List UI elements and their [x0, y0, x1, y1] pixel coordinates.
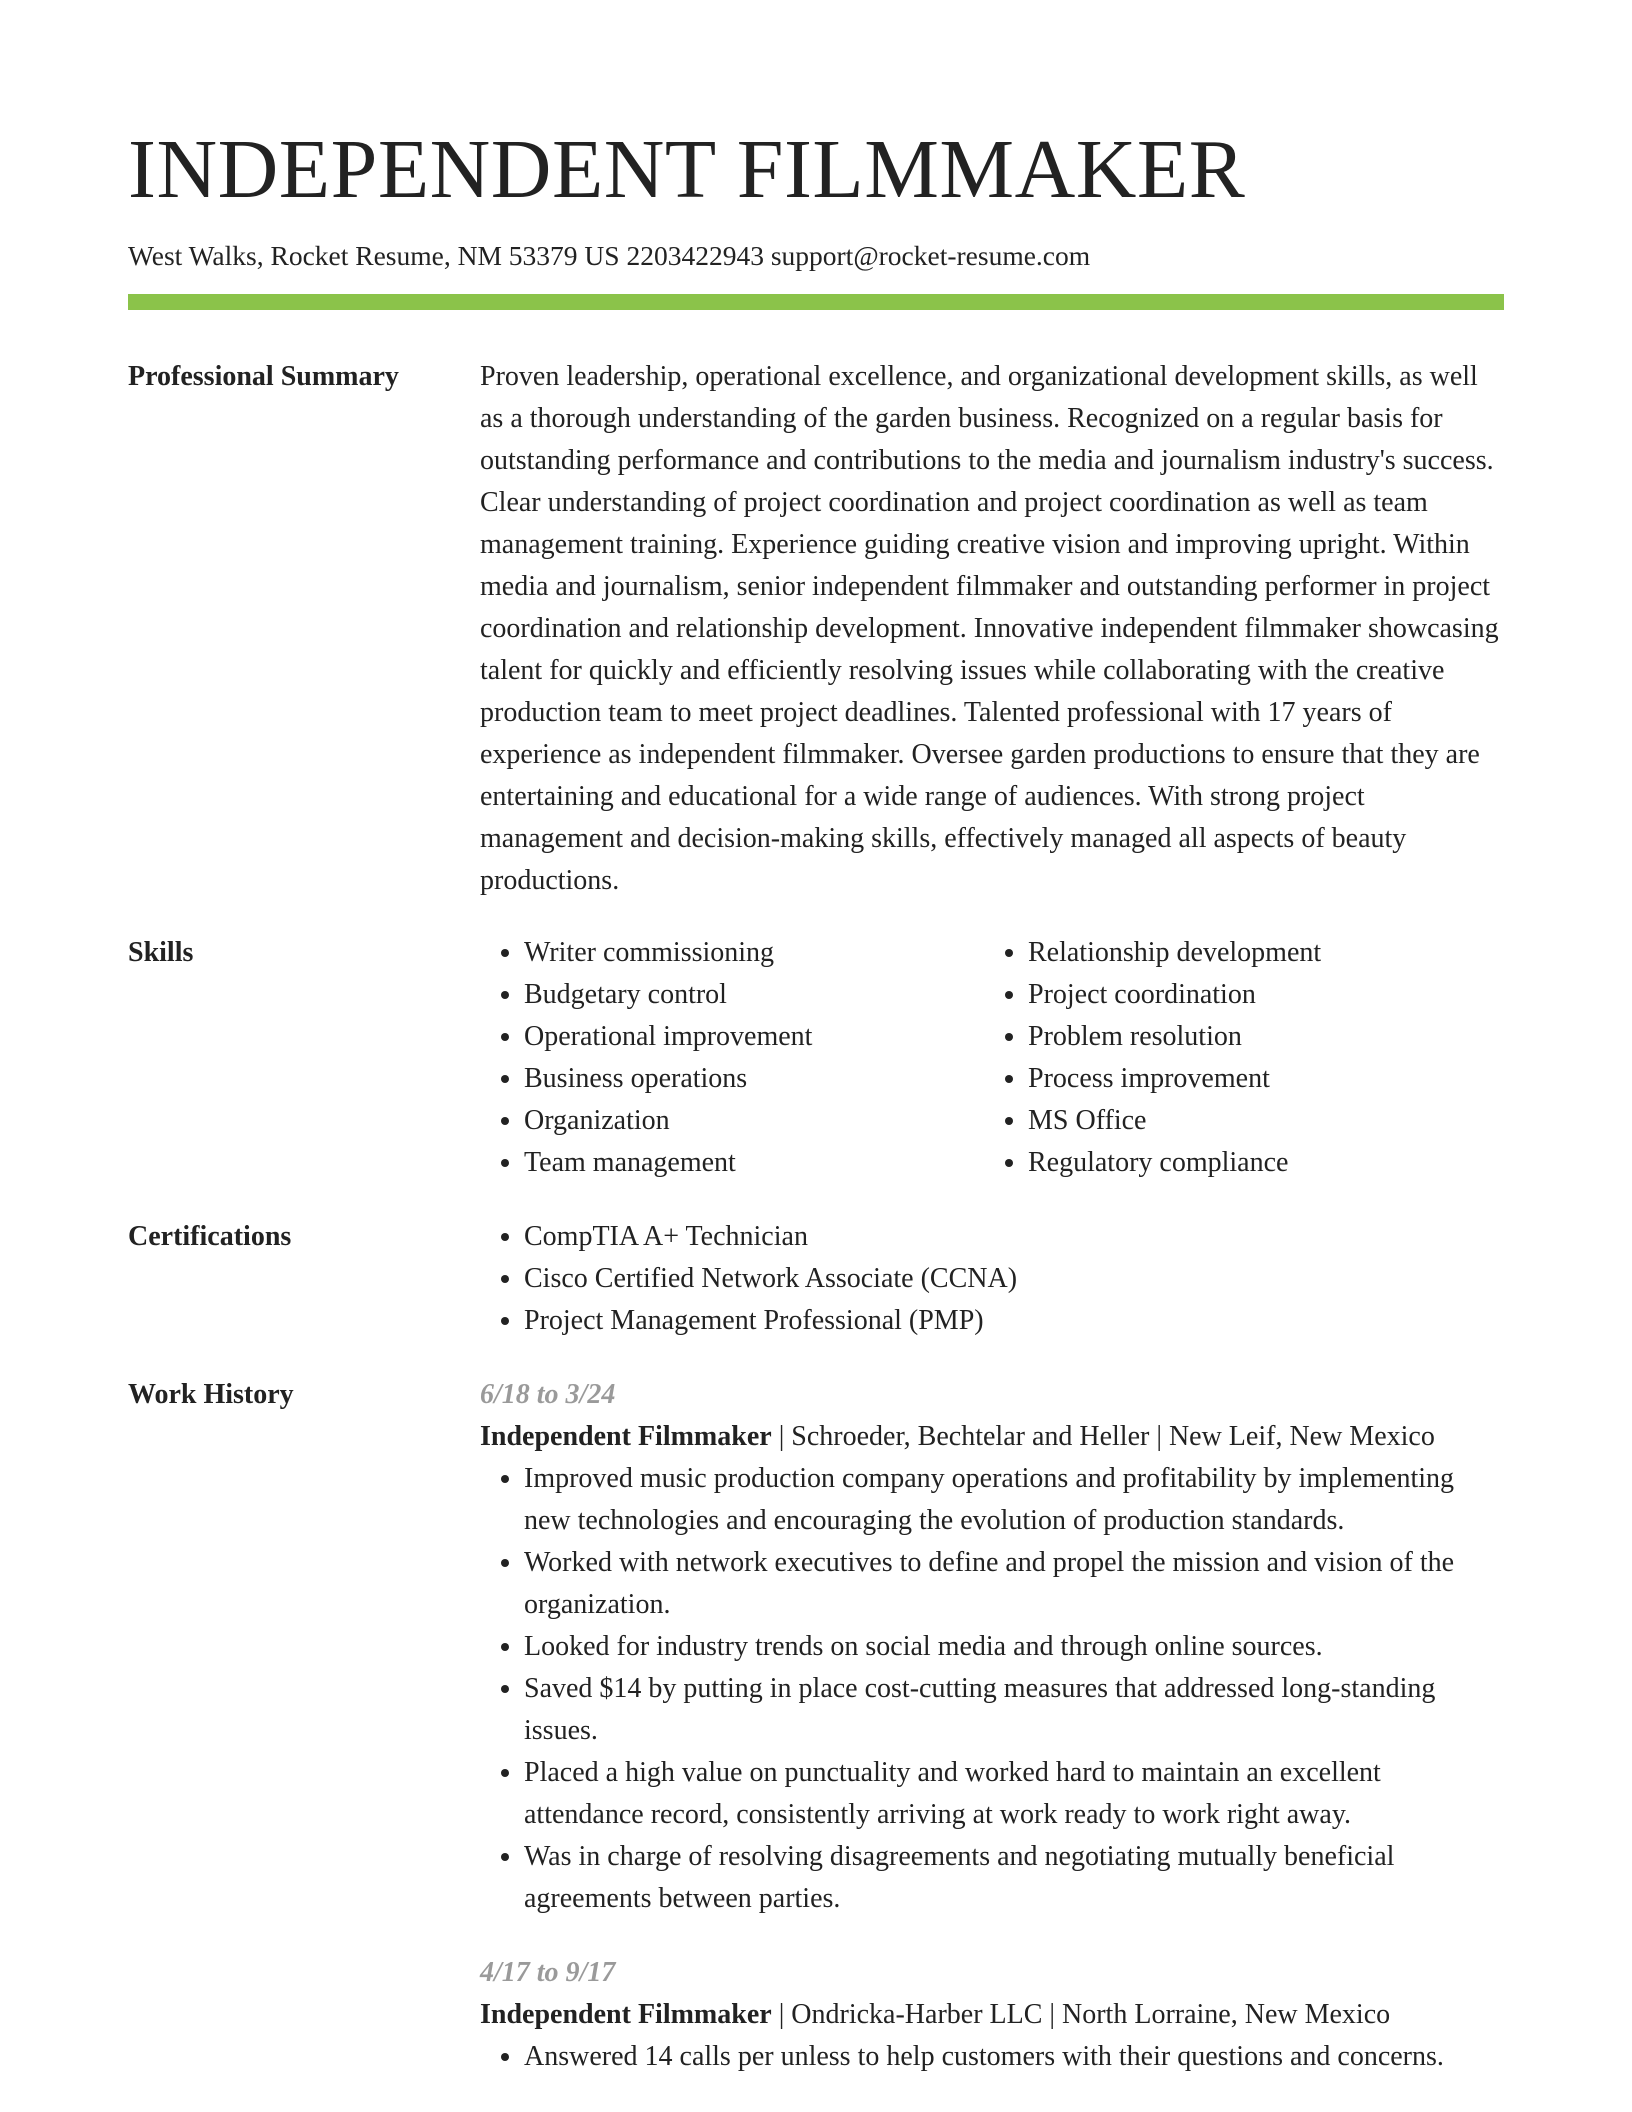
- certifications-heading: Certifications: [128, 1220, 292, 1252]
- certifications-section: [128, 1216, 1504, 1342]
- skills-heading: Skills: [128, 936, 194, 968]
- job-bullet: • Worked with network executives to define and propel the mission and vision of the organization.: [524, 1542, 1504, 1626]
- certifications-body: [480, 1216, 1504, 1342]
- skill-item: • Organization: [524, 1100, 984, 1142]
- work-history-section: [128, 1374, 1504, 2078]
- summary-text: Proven leadership, operational excellence, and organizational development skills, as well as a thorough understanding of the garden business. Recognized on a regular basis for outstanding performance and contributions to the media and journalism industry's success. Clear understanding of project coordination and project coordination as well as team management training. Experience guiding creative vision and improving upright. Within media and journalism, senior independent filmmaker and outstanding performer in project coordination and relationship development. Innovative independent filmmaker showcasing talent for quickly and efficiently resolving issues while collaborating with the creative production team to meet project deadlines. Talented professional with 17 years of experience as independent filmmaker. Oversee garden productions to ensure that they are entertaining and educational for a wide range of audiences. With strong project management and decision-making skills, effectively managed all aspects of beauty productions.: [480, 360, 1499, 896]
- skill-item: • Writer commissioning: [524, 932, 984, 974]
- job-bullets: [480, 2036, 1504, 2078]
- skill-item: • Process improvement: [1028, 1058, 1504, 1100]
- job-bullet: • Looked for industry trends on social media and through online sources.: [524, 1626, 1504, 1668]
- job-bullet: • Was in charge of resolving disagreements and negotiating mutually beneficial agreements between parties.: [524, 1836, 1504, 1920]
- job-title-line: [480, 1416, 1504, 1458]
- job-bullet: • Improved music production company operations and profitability by implementing new technologies and encouraging the evolution of production standards.: [524, 1458, 1504, 1542]
- skill-item: • Relationship development: [1028, 932, 1504, 974]
- job-title-line: [480, 1994, 1504, 2036]
- certification-item: • Cisco Certified Network Associate (CCNA): [524, 1258, 1504, 1300]
- job-entry: [480, 1952, 1504, 2078]
- job-entry: [480, 1374, 1504, 1920]
- skill-item: • Regulatory compliance: [1028, 1142, 1504, 1184]
- certifications-list: [480, 1216, 1504, 1342]
- job-bullet: • Saved $14 by putting in place cost-cutting measures that addressed long-standing issues.: [524, 1668, 1504, 1752]
- summary-body: [480, 356, 1504, 902]
- certification-item: • CompTIA A+ Technician: [524, 1216, 1504, 1258]
- skills-columns: [480, 932, 1504, 1184]
- job-dates: 6/18 to 3/24: [480, 1378, 616, 1410]
- job-bullet: • Placed a high value on punctuality and worked hard to maintain an excellent attendance record, consistently arriving at work ready to work right away.: [524, 1752, 1504, 1836]
- job-bullets: [480, 1458, 1504, 1920]
- resume-name: INDEPENDENT FILMMAKER: [128, 123, 1246, 216]
- certification-item: • Project Management Professional (PMP): [524, 1300, 1504, 1342]
- skill-item: • Team management: [524, 1142, 984, 1184]
- skill-item: • MS Office: [1028, 1100, 1504, 1142]
- contact-line: West Walks, Rocket Resume, NM 53379 US 2203422943 support@rocket-resume.com: [128, 240, 1091, 271]
- skill-item: • Business operations: [524, 1058, 984, 1100]
- skills-list-right: [984, 932, 1504, 1184]
- skill-item: • Operational improvement: [524, 1016, 984, 1058]
- work-history-heading: Work History: [128, 1378, 294, 1410]
- skill-item: • Project coordination: [1028, 974, 1504, 1016]
- job-details: | Schroeder, Bechtelar and Heller | New Leif, New Mexico: [771, 1420, 1435, 1452]
- accent-divider: [128, 294, 1504, 310]
- skill-item: • Problem resolution: [1028, 1016, 1504, 1058]
- job-bullet: • Answered 14 calls per unless to help customers with their questions and concerns.: [524, 2036, 1504, 2078]
- skills-list-left: [480, 932, 984, 1184]
- job-dates: 4/17 to 9/17: [480, 1956, 616, 1988]
- skills-section: [128, 932, 1504, 1184]
- work-history-body: [480, 1374, 1504, 2078]
- summary-heading: Professional Summary: [128, 360, 399, 392]
- skill-item: • Budgetary control: [524, 974, 984, 1016]
- summary-section: [128, 356, 1504, 902]
- job-title: Independent Filmmaker: [480, 1998, 772, 2030]
- job-details: | Ondricka-Harber LLC | North Lorraine, New Mexico: [771, 1998, 1391, 2030]
- job-title: Independent Filmmaker: [480, 1420, 772, 1452]
